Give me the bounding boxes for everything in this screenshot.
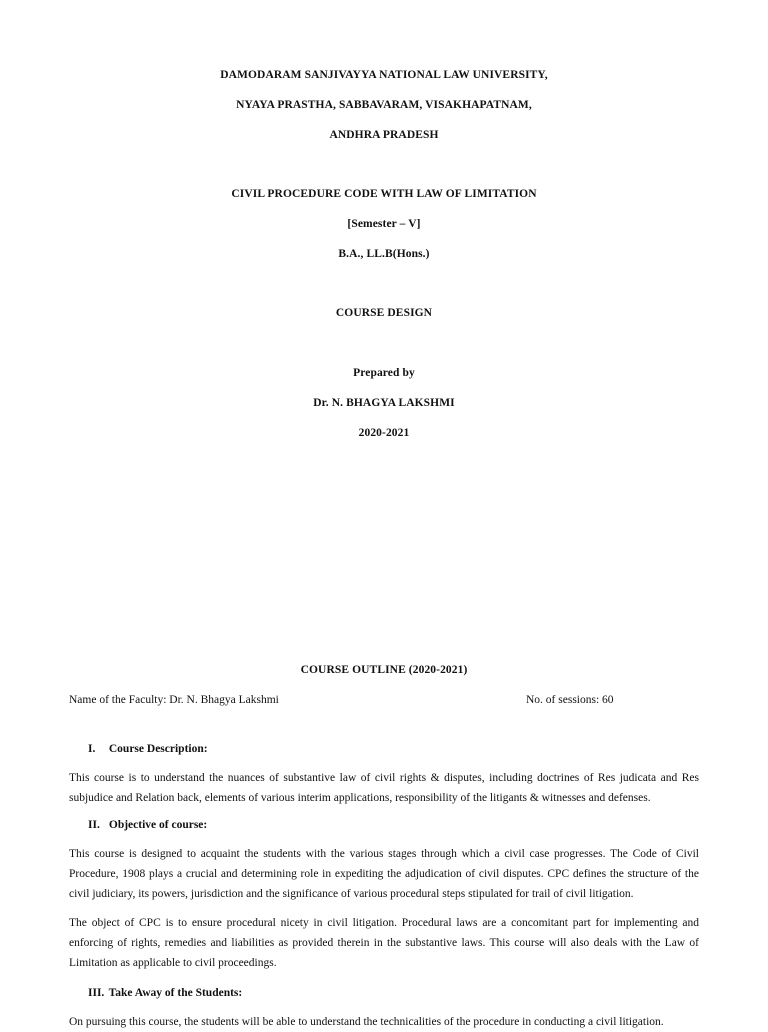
author-name: Dr. N. BHAGYA LAKSHMI — [313, 397, 455, 409]
university-state: ANDHRA PRADESH — [329, 129, 439, 141]
section-heading — [88, 987, 242, 999]
university-address: NYAYA PRASTHA, SABBAVARAM, VISAKHAPATNAM, — [236, 99, 532, 111]
faculty-row — [69, 694, 699, 706]
section-paragraph: The object of CPC is to ensure procedural nicety in civil litigation. Procedural laws are a concomitant part for implementing and enforcing of rights, remedies and liabilities as provided therein in the substantive laws. This course will also deals with the Law of Limitation as applicable to civil proceedings. — [69, 917, 699, 969]
section-heading — [88, 819, 207, 831]
sessions-count: No. of sessions: 60 — [526, 694, 614, 706]
course-semester: [Semester – V] — [347, 218, 421, 230]
section-title: Objective of course: — [108, 819, 208, 831]
academic-year: 2020-2021 — [358, 427, 410, 439]
section-paragraph: On pursuing this course, the students will be able to understand the technicalities of the procedure in conducting a civil litigation. — [69, 1016, 664, 1028]
section-number: III. — [88, 987, 105, 999]
course-title: CIVIL PROCEDURE CODE WITH LAW OF LIMITATION — [231, 188, 537, 200]
section-heading — [88, 743, 208, 755]
prepared-by-label: Prepared by — [353, 367, 415, 379]
course-degree: B.A., LL.B(Hons.) — [338, 248, 430, 260]
section-title: Course Description: — [108, 743, 208, 755]
section-paragraph: This course is to understand the nuances of substantive law of civil rights & disputes, including doctrines of Res judicata and Res subjudice and Relation back, elements of various interim applications, responsibility of the litigants & witnesses and defenses. — [69, 772, 699, 804]
university-name: DAMODARAM SANJIVAYYA NATIONAL LAW UNIVERSITY, — [220, 69, 548, 81]
outline-title: COURSE OUTLINE (2020-2021) — [300, 664, 468, 676]
section-number: II. — [88, 819, 100, 831]
section-paragraph: This course is designed to acquaint the students with the various stages through which a civil case progresses. The Code of Civil Procedure, 1908 plays a crucial and determining role in expediting the adjudication of civil disputes. CPC defines the structure of the civil judiciary, its powers, jurisdiction and the significance of various procedural steps stipulated for trail of civil litigation. — [69, 848, 699, 900]
faculty-name: Name of the Faculty: Dr. N. Bhagya Lakshmi — [69, 694, 279, 706]
section-title: Take Away of the Students: — [108, 987, 243, 999]
course-design-label: COURSE DESIGN — [335, 307, 433, 319]
section-number: I. — [88, 743, 96, 755]
